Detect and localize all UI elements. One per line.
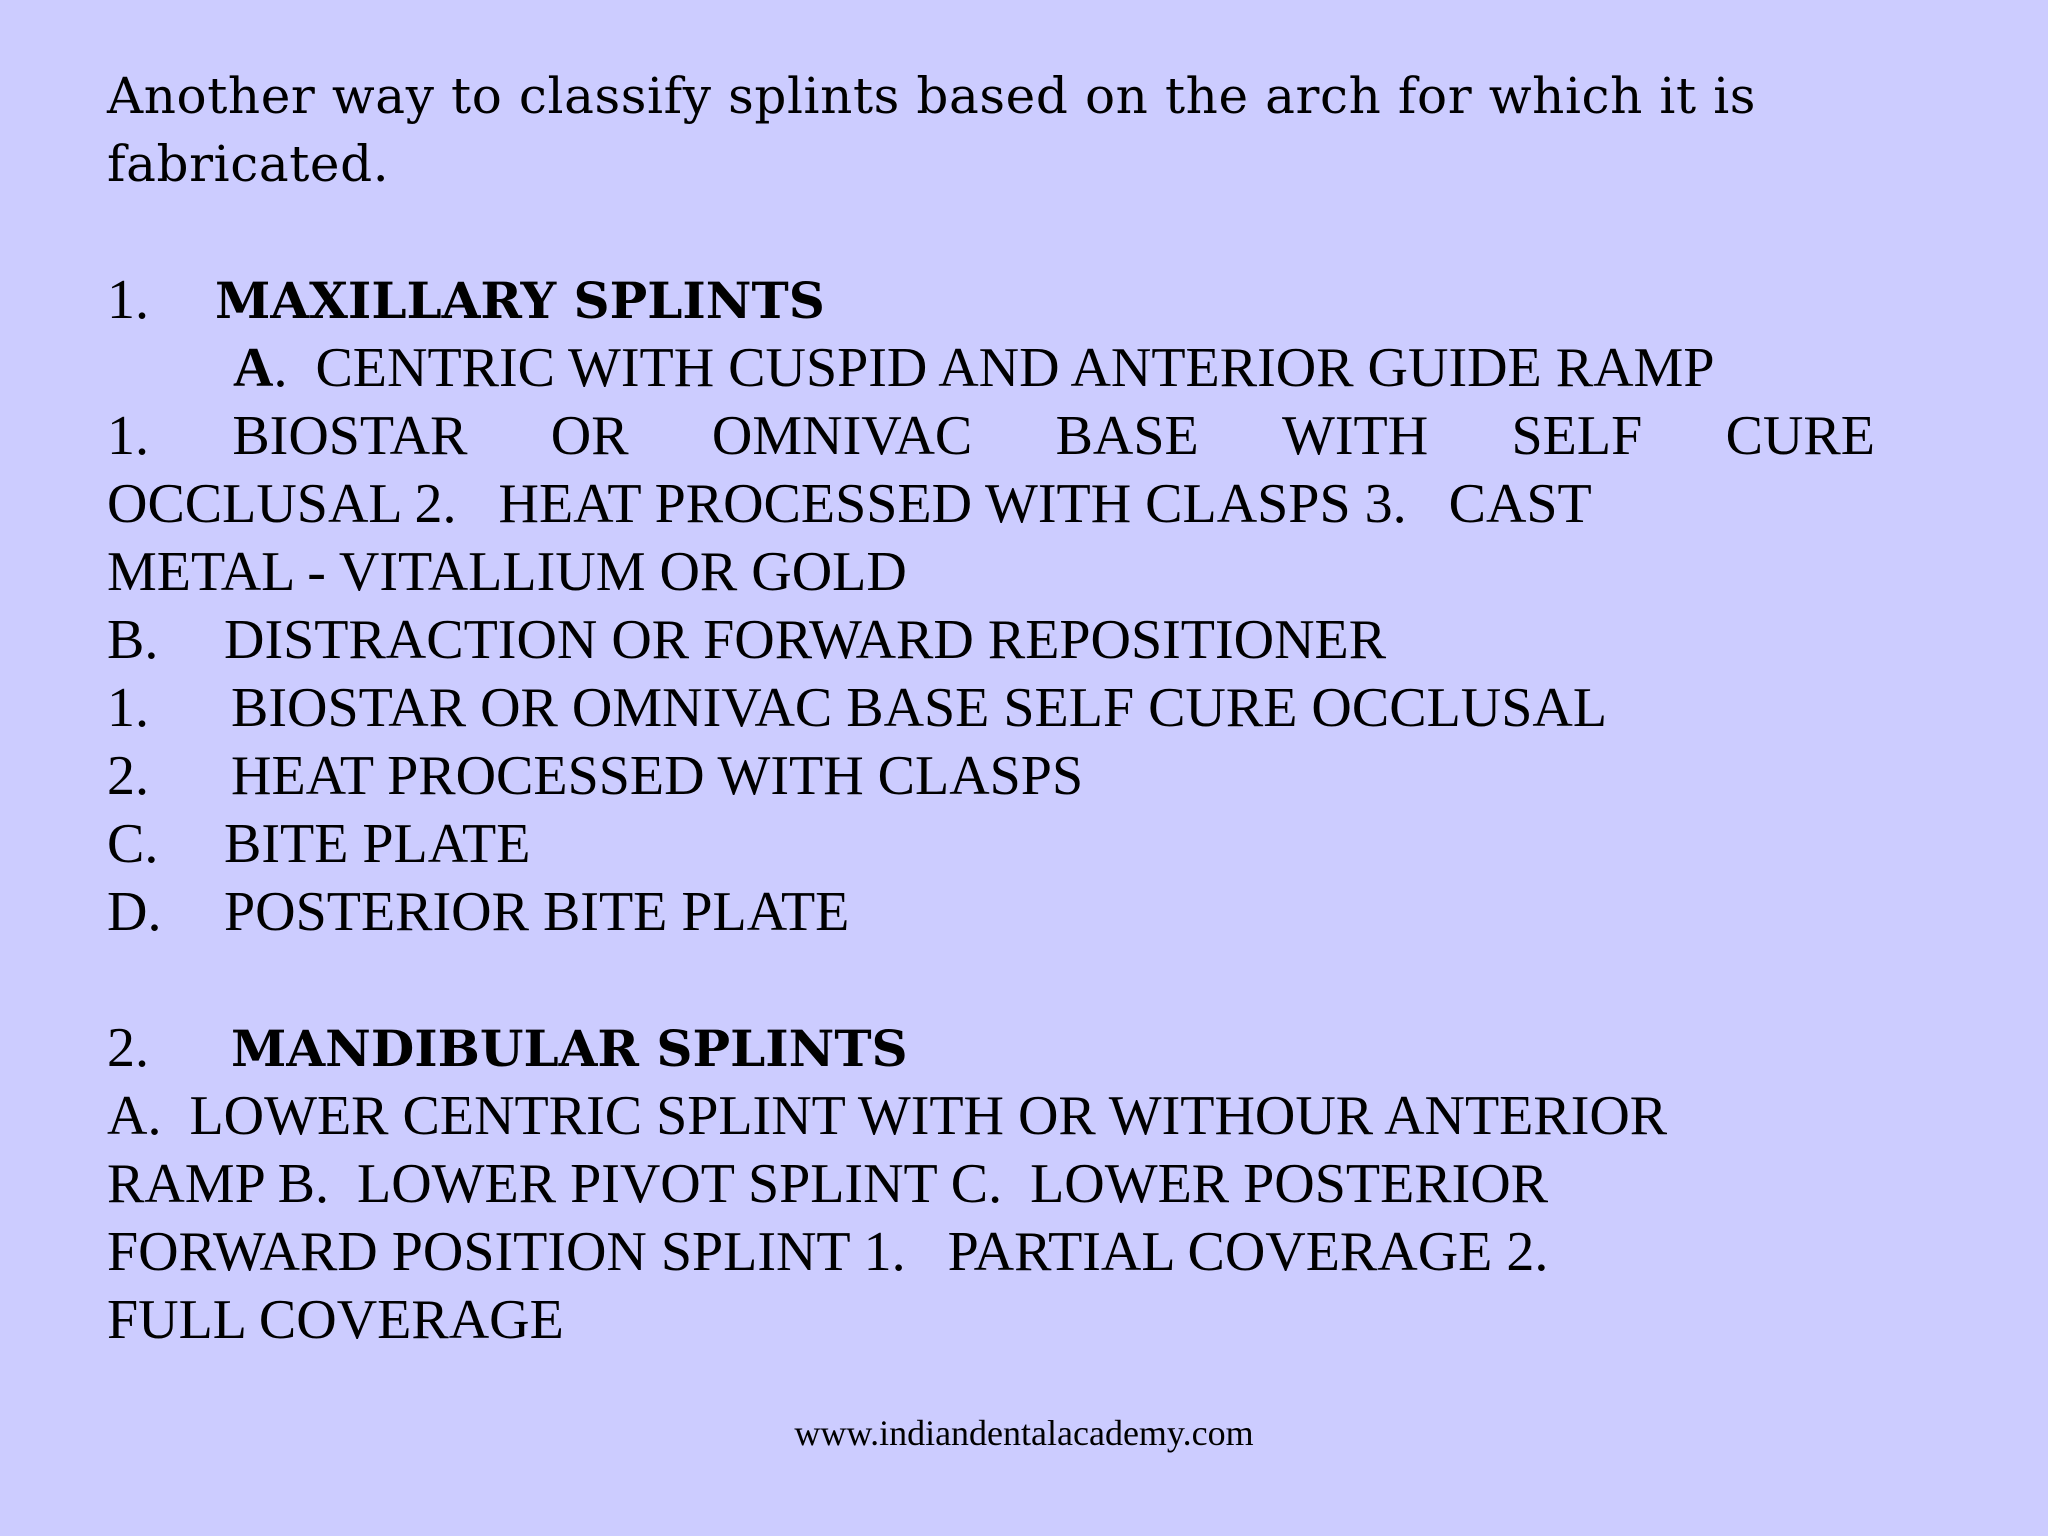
item-d-letter: D. xyxy=(107,881,162,943)
item-b-subitem-1 xyxy=(107,674,1875,742)
subitem-number: 2. xyxy=(107,745,149,807)
maxillary-heading: MAXILLARY SPLINTS xyxy=(215,271,825,330)
item-c-text: BITE PLATE xyxy=(224,813,531,875)
mandibular-line-4: FULL COVERAGE xyxy=(107,1289,564,1351)
subitem-text: BIOSTAR OR OMNIVAC BASE SELF CURE OCCLUSAL xyxy=(231,677,1608,739)
item-a-word: OMNIVAC xyxy=(711,405,973,467)
mandibular-line-3: FORWARD POSITION SPLINT 1. PARTIAL COVERAGE 2. xyxy=(107,1221,1549,1283)
mandibular-line-1: A. LOWER CENTRIC SPLINT WITH OR WITHOUR ANTERIOR xyxy=(107,1085,1668,1147)
item-a-word: WITH xyxy=(1282,405,1429,467)
item-a-word: CURE xyxy=(1725,405,1875,467)
section-spacer xyxy=(107,946,1875,1014)
maxillary-heading-row xyxy=(107,266,1875,334)
item-a-word: BASE xyxy=(1055,405,1199,467)
maxillary-item-c xyxy=(107,810,1875,878)
item-a-subline-2: OCCLUSAL 2. HEAT PROCESSED WITH CLASPS 3. CAST xyxy=(107,473,1592,535)
item-a-period: . xyxy=(273,337,288,399)
item-a-word: OR xyxy=(550,405,629,467)
item-b-text: DISTRACTION OR FORWARD REPOSITIONER xyxy=(224,609,1387,671)
item-b-letter: B. xyxy=(107,609,159,671)
mandibular-heading: MANDIBULAR SPLINTS xyxy=(231,1019,908,1078)
footer-url: www.indiandentalacademy.com xyxy=(794,1413,1254,1453)
mandibular-heading-row xyxy=(107,1014,1875,1082)
item-a-word: 1. xyxy=(107,405,149,467)
item-a-letter: A xyxy=(233,337,274,399)
maxillary-item-b xyxy=(107,606,1875,674)
intro-paragraph xyxy=(107,62,1907,198)
item-d-text: POSTERIOR BITE PLATE xyxy=(224,881,850,943)
maxillary-item-a xyxy=(107,334,1875,402)
maxillary-number: 1. xyxy=(107,269,149,331)
mandibular-line-2: RAMP B. LOWER PIVOT SPLINT C. LOWER POSTERIOR xyxy=(107,1153,1549,1215)
subitem-text: HEAT PROCESSED WITH CLASPS xyxy=(231,745,1084,807)
item-a-word: SELF xyxy=(1511,405,1643,467)
item-b-subitem-2 xyxy=(107,742,1875,810)
item-a-subline-3: METAL - VITALLIUM OR GOLD xyxy=(107,541,907,603)
item-c-letter: C. xyxy=(107,813,159,875)
intro-line-2: fabricated. xyxy=(107,135,390,193)
item-a-word: BIOSTAR xyxy=(232,405,468,467)
subitem-number: 1. xyxy=(107,677,149,739)
classification-list xyxy=(107,266,1875,1354)
item-a-text: CENTRIC WITH CUSPID AND ANTERIOR GUIDE RAMP xyxy=(287,337,1715,399)
item-a-subline-1 xyxy=(107,402,1875,470)
intro-line-1: Another way to classify splints based on the arch for which it is xyxy=(107,67,1757,125)
mandibular-number: 2. xyxy=(107,1017,149,1079)
maxillary-item-d xyxy=(107,878,1875,946)
